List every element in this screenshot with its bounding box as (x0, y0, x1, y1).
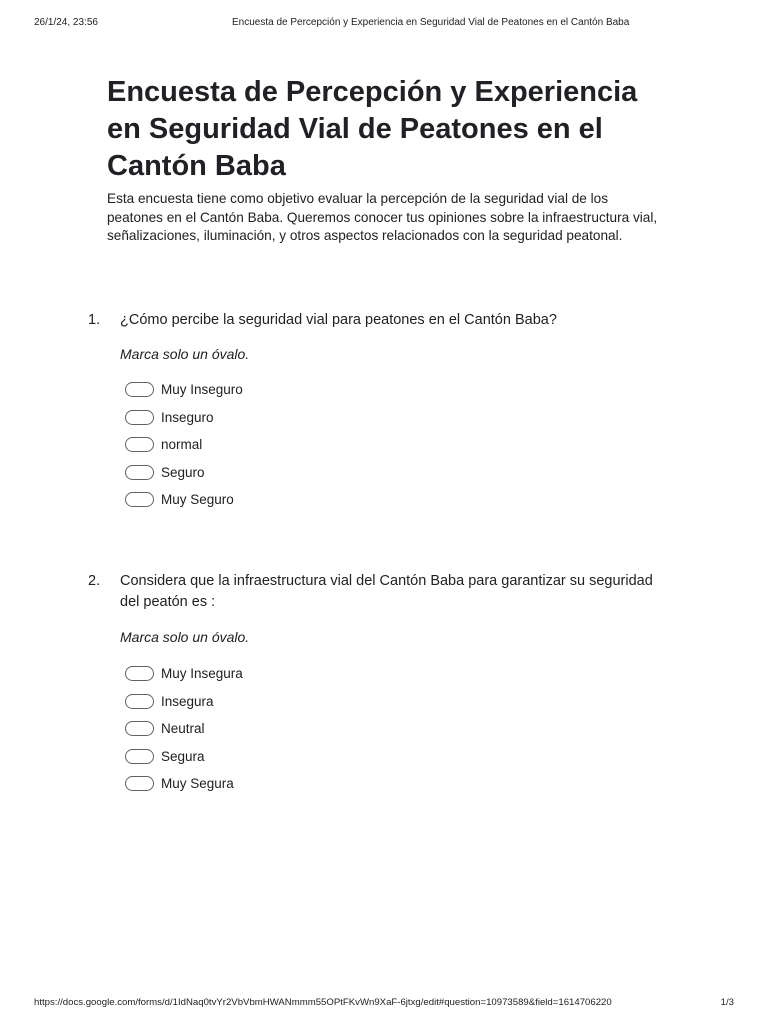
radio-oval[interactable] (125, 749, 154, 764)
page-number: 1/3 (720, 997, 734, 1008)
option-label: Neutral (161, 721, 205, 736)
form-description: Esta encuesta tiene como objetivo evaluar la percepción de la seguridad vial de los peatones en el Cantón Baba. Queremos conocer tus opiniones sobre la infraestructura vial, señalizaciones, iluminación, y otros aspectos relacionados con la seguridad peatonal. (107, 191, 658, 243)
radio-oval[interactable] (125, 437, 154, 452)
option-label: Segura (161, 748, 205, 764)
print-date-time: 26/1/24, 23:56 (34, 17, 98, 28)
option-label: Insegura (161, 693, 214, 709)
option-label: Seguro (161, 464, 205, 480)
option-label: Muy Segura (161, 776, 234, 791)
radio-oval[interactable] (125, 492, 154, 507)
option-label: normal (161, 437, 203, 452)
radio-oval[interactable] (125, 694, 154, 709)
question-instruction: Marca solo un óvalo. (120, 346, 250, 362)
radio-oval[interactable] (125, 465, 154, 480)
question-text: Considera que la infraestructura vial del Cantón Baba para garantizar su seguridad del peatón es : (120, 573, 653, 610)
question-number: 2. (88, 573, 101, 589)
print-header (34, 17, 734, 31)
print-document-title: Encuesta de Percepción y Experiencia en Seguridad Vial de Peatones en el Cantón Baba (232, 17, 630, 28)
radio-oval[interactable] (125, 721, 154, 736)
question-text: ¿Cómo percibe la seguridad vial para peatones en el Cantón Baba? (120, 312, 557, 328)
form-title: Encuesta de Percepción y Experiencia en Seguridad Vial de Peatones en el Cantón Baba (107, 76, 638, 182)
question-instruction: Marca solo un óvalo. (120, 629, 250, 645)
radio-oval[interactable] (125, 382, 154, 397)
radio-oval[interactable] (125, 410, 154, 425)
option-label: Inseguro (161, 409, 214, 425)
question-number: 1. (88, 312, 101, 328)
print-footer (34, 997, 734, 1011)
radio-oval[interactable] (125, 776, 154, 791)
option-label: Muy Insegura (161, 666, 243, 681)
option-label: Muy Inseguro (161, 382, 243, 397)
print-url: https://docs.google.com/forms/d/1IdNaq0tvYr2VbVbmHWANmmm55OPtFKvWn9XaF-6jtxg/edit#question=10973589&field=1614706220 (34, 997, 612, 1008)
radio-oval[interactable] (125, 666, 154, 681)
option-label: Muy Seguro (161, 492, 234, 507)
